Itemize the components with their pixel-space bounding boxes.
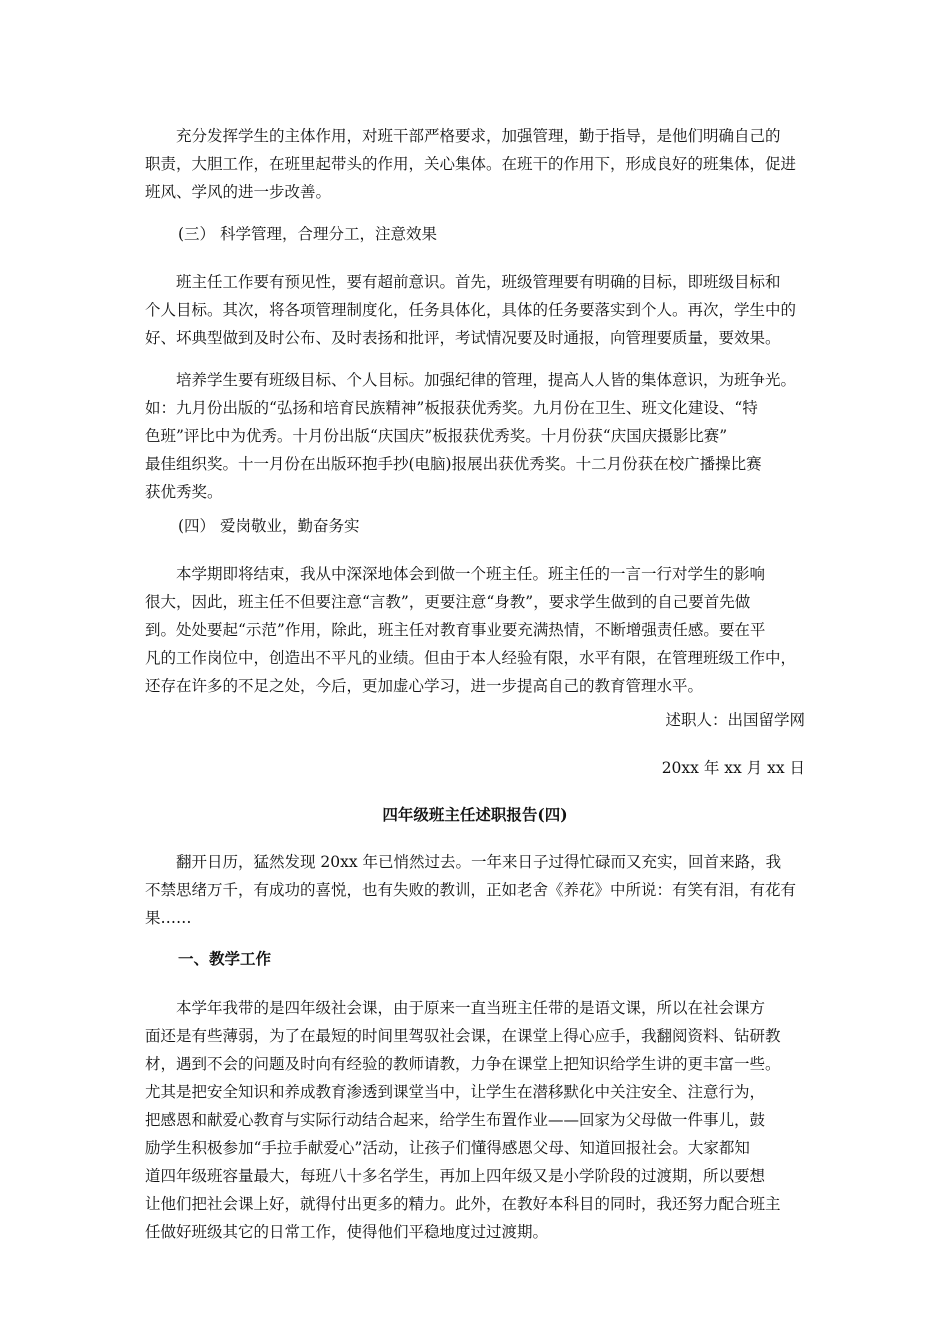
paragraph-line: 如：九月份出版的“弘扬和培育民族精神”板报获优秀奖。九月份在卫生、班文化建设、“特	[145, 399, 758, 417]
subheading-3: (三） 科学管理，合理分工，注意效果	[178, 225, 437, 243]
paragraph-line: 尤其是把安全知识和养成教育渗透到课堂当中，让学生在潜移默化中关注安全、注意行为，	[145, 1083, 766, 1101]
section-heading-teaching: 一、教学工作	[178, 949, 272, 968]
paragraph-dedication	[145, 560, 825, 700]
paragraph-scientific-management	[145, 268, 825, 352]
paragraph-line: 很大，因此，班主任不但要注意“言教”，更要注意“身教”，要求学生做到的自己要首先做	[145, 593, 751, 611]
paragraph-line: 不禁思绪万千，有成功的喜悦，也有失败的教训，正如老舍《养花》中所说：有笑有泪，有花有	[145, 881, 797, 899]
paragraph-line: 班风、学风的进一步改善。	[145, 183, 332, 201]
paragraph-line: 本学期即将结束，我从中深深地体会到做一个班主任。班主任的一言一行对学生的影响	[176, 565, 766, 583]
paragraph-line: 本学年我带的是四年级社会课，由于原来一直当班主任带的是语文课，所以在社会课方	[176, 999, 766, 1017]
paragraph-line: 培养学生要有班级目标、个人目标。加强纪律的管理，提高人人皆的集体意识，为班争光。	[176, 371, 797, 389]
paragraph-line: 充分发挥学生的主体作用，对班干部严格要求，加强管理，勤于指导，是他们明确自己的	[176, 127, 781, 145]
signature-line: 述职人：出国留学网	[665, 711, 805, 729]
paragraph-line: 班主任工作要有预见性，要有超前意识。首先，班级管理要有明确的目标，即班级目标和	[176, 273, 781, 291]
paragraph-line: 到。处处要起“示范”作用，除此，班主任对教育事业要充满热情，不断增强责任感。要在平	[145, 621, 766, 639]
paragraph-class-cadres	[145, 122, 825, 206]
paragraph-line: 材，遇到不会的问题及时向有经验的教师请教，力争在课堂上把知识给学生讲的更丰富一些。	[145, 1055, 781, 1073]
paragraph-line: 获优秀奖。	[145, 483, 223, 501]
paragraph-line: 职责，大胆工作，在班里起带头的作用，关心集体。在班干的作用下，形成良好的班集体，促进	[145, 155, 797, 173]
paragraph-intro	[145, 848, 825, 932]
paragraph-line: 凡的工作岗位中，创造出不平凡的业绩。但由于本人经验有限，水平有限，在管理班级工作中，	[145, 649, 797, 667]
paragraph-awards	[145, 366, 825, 506]
paragraph-line: 让他们把社会课上好，就得付出更多的精力。此外，在教好本科目的同时，我还努力配合班主	[145, 1195, 781, 1213]
paragraph-line: 翻开日历，猛然发现 20xx 年已悄然过去。一年来日子过得忙碌而又充实，回首来路，我	[176, 853, 782, 871]
paragraph-line: 励学生积极参加“手拉手献爱心”活动，让孩子们懂得感恩父母、知道回报社会。大家都知	[145, 1139, 750, 1157]
paragraph-line: 还存在许多的不足之处，今后，更加虚心学习，进一步提高自己的教育管理水平。	[145, 677, 704, 695]
paragraph-line: 果……	[145, 909, 192, 927]
date-line: 20xx 年 xx 月 xx 日	[661, 759, 805, 777]
paragraph-line: 把感恩和献爱心教育与实际行动结合起来，给学生布置作业——回家为父母做一件事儿，鼓	[145, 1111, 766, 1129]
paragraph-line: 面还是有些薄弱，为了在最短的时间里驾驭社会课，在课堂上得心应手，我翻阅资料、钻研教	[145, 1027, 781, 1045]
paragraph-line: 色班”评比中为优秀。十月份出版“庆国庆”板报获优秀奖。十月份获“庆国庆摄影比赛”	[145, 427, 728, 445]
subheading-4: (四） 爱岗敬业，勤奋务实	[178, 517, 360, 535]
paragraph-line: 任做好班级其它的日常工作，使得他们平稳地度过过渡期。	[145, 1223, 549, 1241]
paragraph-teaching-work	[145, 994, 825, 1246]
paragraph-line: 好、坏典型做到及时公布、及时表扬和批评，考试情况要及时通报，向管理要质量，要效果。	[145, 329, 781, 347]
paragraph-line: 个人目标。其次，将各项管理制度化，任务具体化，具体的任务要落实到个人。再次，学生中的	[145, 301, 797, 319]
paragraph-line: 最佳组织奖。十一月份在出版环抱手抄(电脑)报展出获优秀奖。十二月份获在校广播操比赛	[145, 455, 762, 473]
report-title: 四年级班主任述职报告(四)	[382, 805, 568, 824]
paragraph-line: 道四年级班容量最大，每班八十多名学生，再加上四年级又是小学阶段的过渡期，所以要想	[145, 1167, 766, 1185]
